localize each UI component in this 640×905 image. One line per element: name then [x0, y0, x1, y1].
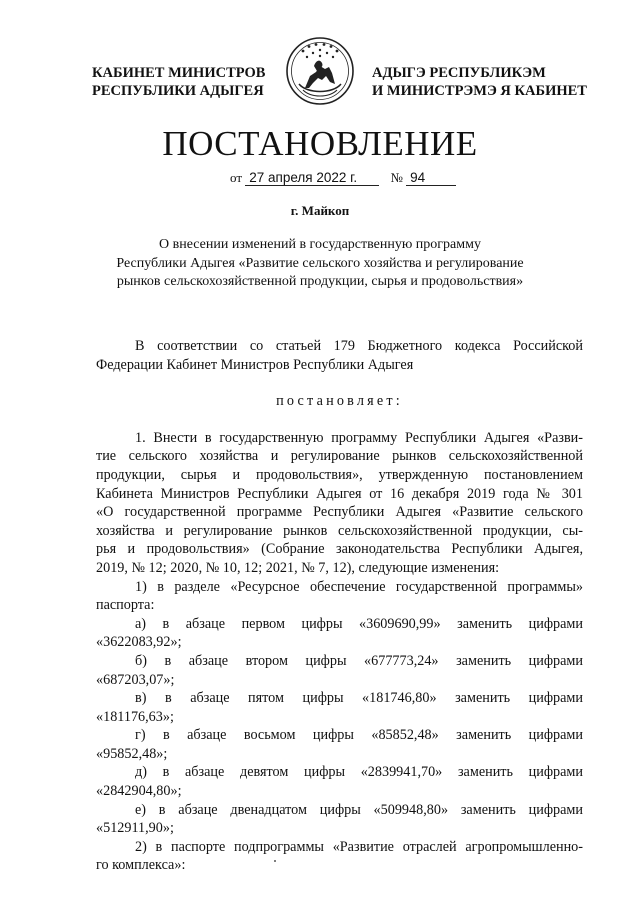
entry-line: в) в абзаце пятом цифры «181746,80» заменить цифрами — [135, 690, 583, 707]
entry-value: «687203,07»; — [96, 671, 175, 688]
page-mark — [274, 860, 276, 862]
subject-line: рынков сельскохозяйственной продукции, сырья и продовольствия» — [116, 274, 524, 289]
item1-line: рья и продовольствия» (Собрание законодательства Республики Адыгея, — [96, 541, 583, 558]
ministry-header-right — [372, 64, 587, 100]
entry-line: г) в абзаце восьмом цифры «85852,48» заменить цифрами — [135, 727, 583, 744]
resolution-word: постановляет: — [276, 393, 403, 410]
item1-line: 2019, № 12; 2020, № 10, 12; 2021, № 7, 12), следующие изменения: — [96, 559, 500, 576]
entry-value: «2842904,80»; — [96, 783, 182, 800]
preamble-line: Федерации Кабинет Министров Республики Адыгея — [96, 356, 414, 373]
subitem2-line: 2) в паспорте подпрограммы «Развитие отраслей агропромышленно- — [135, 838, 583, 855]
subject-line: О внесении изменений в государственную программу — [159, 237, 481, 252]
document-title: ПОСТАНОВЛЕНИЕ — [162, 124, 478, 163]
header-right-line2: И МИНИСТРЭМЭ Я КАБИНЕТ — [372, 83, 587, 99]
subject-line: Республики Адыгея «Развитие сельского хозяйства и регулирование — [116, 255, 524, 271]
entry-line: е) в абзаце двенадцатом цифры «509948,80» заменить цифрами — [135, 801, 583, 818]
number-sign: № — [390, 170, 403, 185]
ministry-header-left — [92, 64, 265, 100]
date-number-line — [230, 170, 456, 186]
header-right-line1: АДЫГЭ РЕСПУБЛИКЭМ — [372, 65, 546, 81]
subitem1-line: паспорта: — [96, 597, 155, 614]
city-name: г. Майкоп — [290, 203, 350, 218]
header-left-line2: РЕСПУБЛИКИ АДЫГЕЯ — [92, 83, 264, 99]
item1-line: 1. Внести в государственную программу Республики Адыгея «Разви- — [135, 429, 583, 446]
entry-line: а) в абзаце первом цифры «3609690,99» заменить цифрами — [135, 615, 583, 632]
item1-line: продукции, сырья и продовольствия», утвержденную постановлением — [96, 466, 583, 483]
document-subject — [100, 236, 540, 292]
item1-line: хозяйства и регулирование рынков сельскохозяйственной продукции, сы- — [96, 522, 583, 539]
item1-line: «О государственной программе Республики Адыгея «Развитие сельского — [96, 504, 583, 521]
entry-line: б) в абзаце втором цифры «677773,24» заменить цифрами — [135, 652, 583, 669]
entry-value: «512911,90»; — [96, 820, 174, 837]
entry-line: д) в абзаце девятом цифры «2839941,70» заменить цифрами — [135, 764, 583, 781]
entry-value: «3622083,92»; — [96, 634, 182, 651]
header-left-line1: КАБИНЕТ МИНИСТРОВ — [92, 65, 266, 81]
subitem2-line: го комплекса»: — [96, 857, 186, 874]
coat-of-arms-icon — [285, 36, 355, 106]
preamble-line: В соответствии со статьей 179 Бюджетного кодекса Российской — [135, 338, 583, 354]
document-date: 27 апреля 2022 г. — [245, 170, 379, 186]
entry-value: «181176,63»; — [96, 708, 174, 725]
document-number: 94 — [406, 170, 456, 186]
document-body — [96, 337, 583, 875]
date-prefix: от — [230, 170, 243, 185]
item1-line: тие сельского хозяйства и регулирование рынков сельскохозяйственной — [96, 448, 583, 465]
item1-line: Кабинета Министров Республики Адыгея от 16 декабря 2019 года № 301 — [96, 485, 583, 502]
entry-value: «95852,48»; — [96, 745, 168, 762]
subitem1-line: 1) в разделе «Ресурсное обеспечение государственной программы» — [135, 578, 583, 595]
